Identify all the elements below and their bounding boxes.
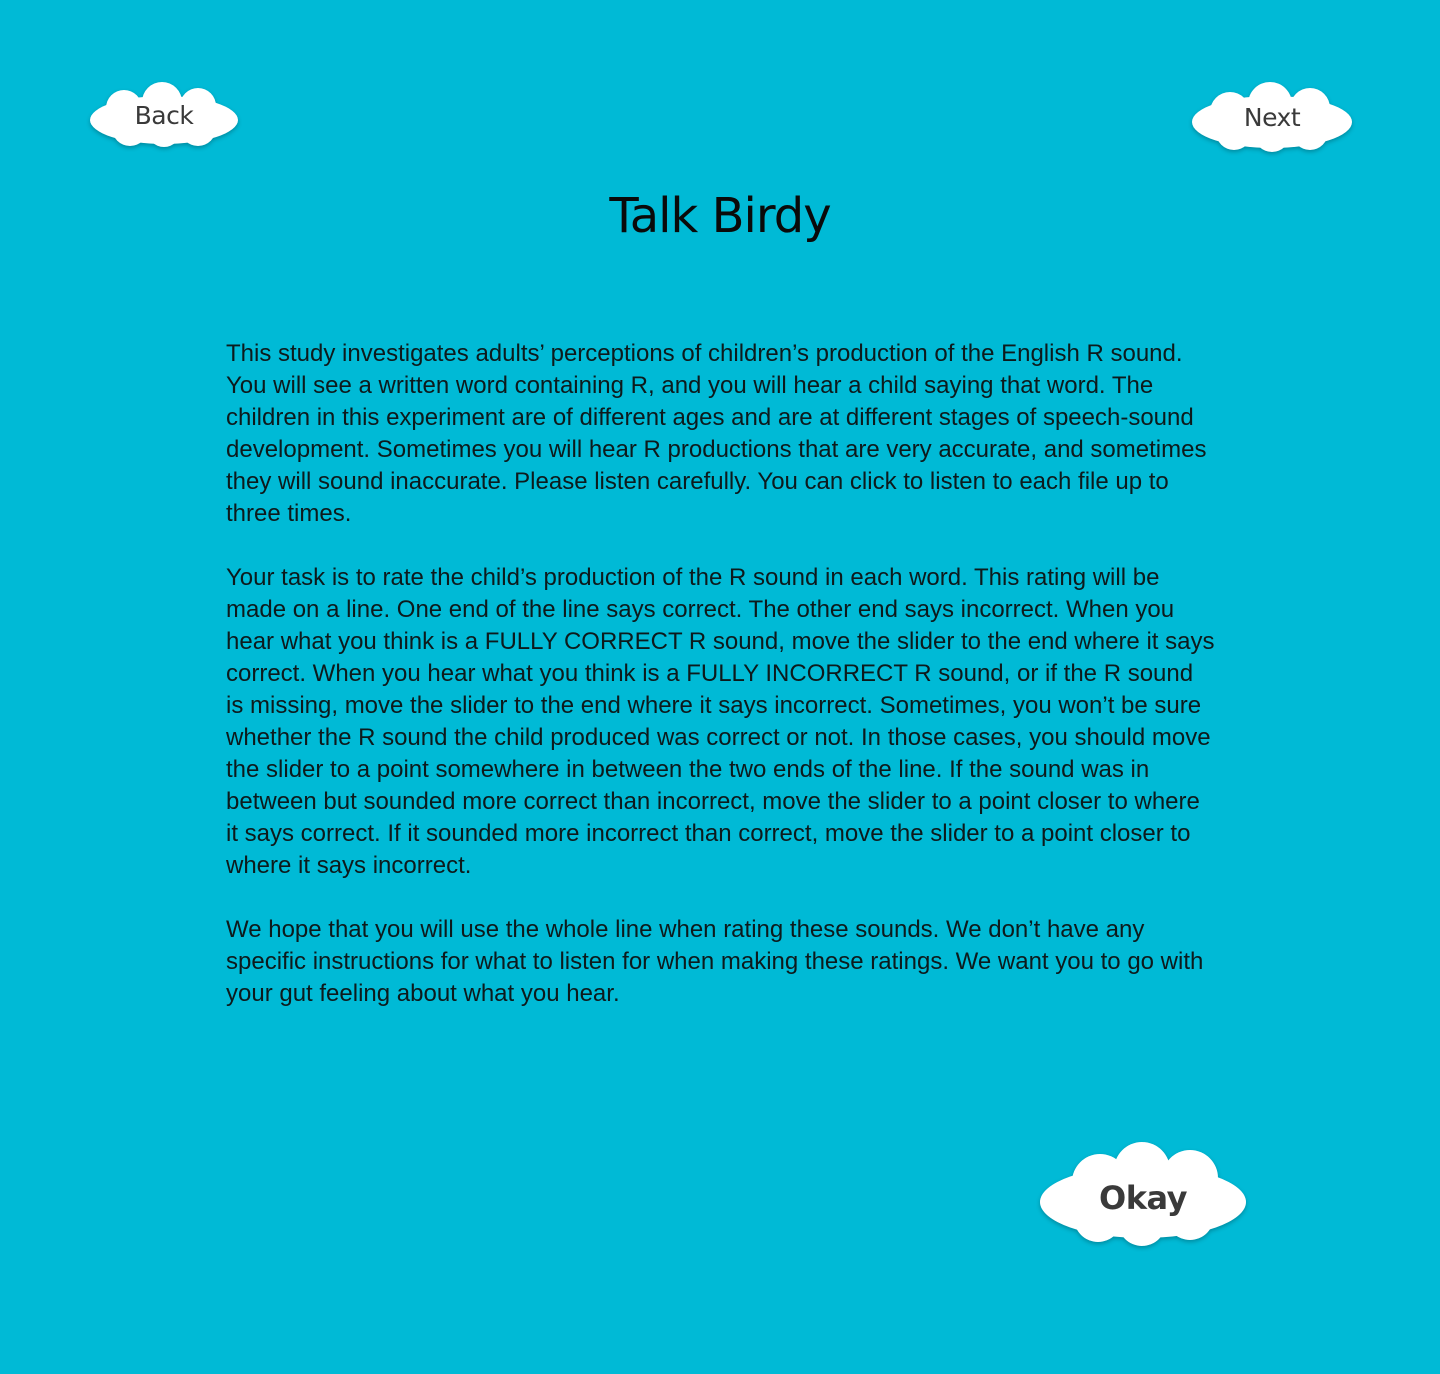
page-title: Talk Birdy: [609, 188, 831, 244]
instructions-text: [226, 338, 1216, 1042]
okay-button[interactable]: [1040, 1142, 1246, 1246]
instructions-paragraph: This study investigates adults’ perceptions of children’s production of the English R sound. You will see a written word containing R, and you will hear a child saying that word. The children in this experiment are of different ages and are at different stages of speech-sound development. Sometimes you will hear R productions that are very accurate, and sometimes they will sound inaccurate. Please listen carefully. You can click to listen to each file up to three times.: [226, 340, 1207, 527]
instructions-paragraph: Your task is to rate the child’s production of the R sound in each word. This rating will be made on a line. One end of the line says correct. The other end says incorrect. When you hear what you think is a FULLY CORRECT R sound, move the slider to the end where it says correct. When you hear what you think is a FULLY INCORRECT R sound, or if the R sound is missing, move the slider to the end where it says incorrect. Sometimes, you won’t be sure whether the R sound the child produced was correct or not. In those cases, you should move the slider to a point somewhere in between the two ends of the line. If the sound was in between but sounded more correct than incorrect, move the slider to a point closer to where it says correct. If it sounded more incorrect than correct, move the slider to a point closer to where it says incorrect.: [226, 564, 1215, 879]
next-button-label: Next: [1243, 103, 1301, 132]
back-button-label: Back: [134, 101, 194, 130]
instructions-paragraph: We hope that you will use the whole line when rating these sounds. We don’t have any specific instructions for what to listen for when making these ratings. We want you to go with your gut feeling about what you hear.: [226, 916, 1204, 1007]
okay-button-label: Okay: [1099, 1179, 1187, 1217]
next-button[interactable]: [1192, 82, 1352, 152]
back-button[interactable]: [90, 82, 238, 148]
